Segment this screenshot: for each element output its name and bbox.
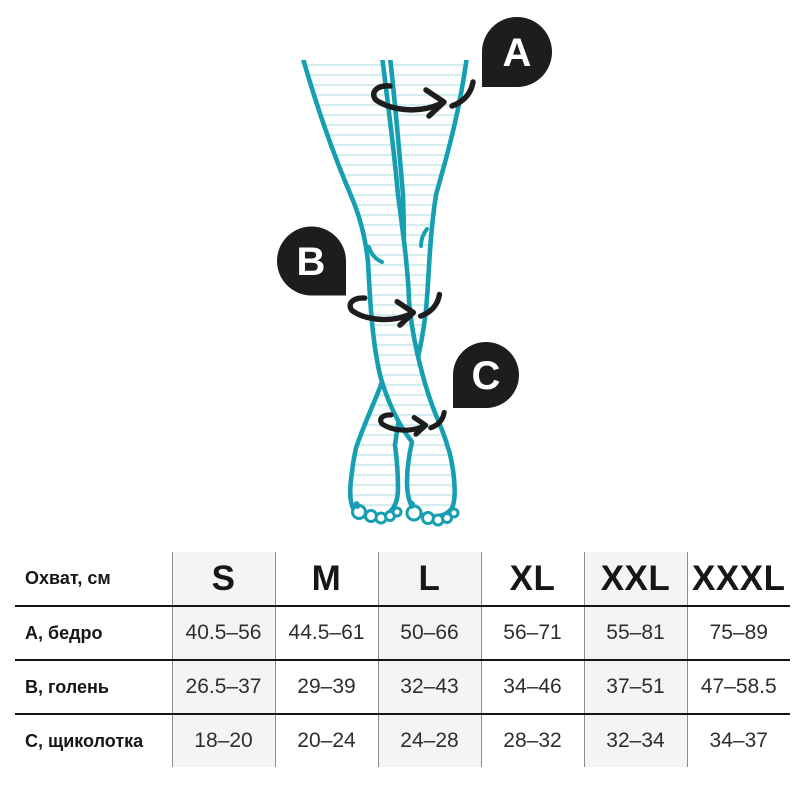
cell: 40.5–56 [172,606,275,660]
corner-label: Охват, см [15,552,172,606]
cell: 32–43 [378,660,481,714]
cell: 50–66 [378,606,481,660]
cell: 34–46 [481,660,584,714]
cell: 20–24 [275,714,378,767]
cell: 55–81 [584,606,687,660]
badge-c [453,342,519,408]
row-label: A, бедро [15,606,172,660]
row-label: B, голень [15,660,172,714]
size-header-xxxl: XXXL [687,552,790,606]
cell: 56–71 [481,606,584,660]
cell: 34–37 [687,714,790,767]
cell: 47–58.5 [687,660,790,714]
header-row [15,552,790,606]
badge-a [482,17,552,87]
cell: 37–51 [584,660,687,714]
cell: 28–32 [481,714,584,767]
size-table [15,552,790,767]
size-header-l: L [378,552,481,606]
table-row-ankle [15,714,790,767]
size-header-m: M [275,552,378,606]
size-header-xxl: XXL [584,552,687,606]
cell: 26.5–37 [172,660,275,714]
cell: 75–89 [687,606,790,660]
cell: 44.5–61 [275,606,378,660]
table-row-calf [15,660,790,714]
badge-b [277,227,346,296]
badge-a-label: A [502,31,532,75]
cell: 29–39 [275,660,378,714]
badge-c-label: C [471,354,501,398]
cell: 24–28 [378,714,481,767]
badge-b-label: B [296,240,326,284]
row-label: C, щиколотка [25,730,144,751]
cell: 18–20 [172,714,275,767]
size-header-xl: XL [481,552,584,606]
cell: 32–34 [584,714,687,767]
size-header-s: S [172,552,275,606]
table-row-thigh [15,606,790,660]
